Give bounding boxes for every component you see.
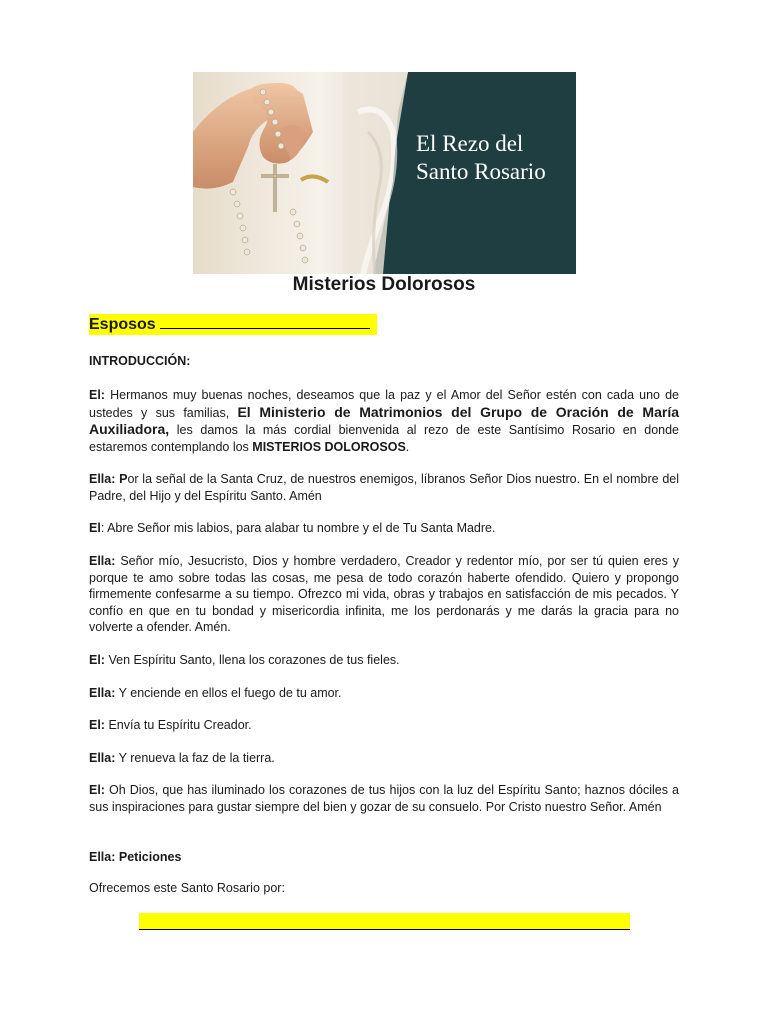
petitions-heading-text: Ella: Peticiones (89, 850, 182, 864)
paragraph-text: Ofrecemos este Santo Rosario por: (89, 881, 285, 895)
paragraph-text: Y enciende en ellos el fuego de tu amor. (118, 686, 342, 700)
paragraph-text: Señor mío, Jesucristo, Dios y hombre verdadero, Creador y redentor mío, por ser tú quien eres y porque te amo sobre todas las cosas, me pesa de todo corazón haberte ofendido. Quiero y propongo firmemente confesarme a su tiempo. Ofrezco mi vida, obras y trabajos en satisfacción de mis pecados. Y confío en que en tu bondad y misericordia infinita, me los perdonarás y me darás la gracia para no volverte a ofender. Amén. (89, 554, 679, 634)
page-title: Misterios Dolorosos (292, 274, 476, 295)
speaker-label: El: (89, 653, 105, 667)
paragraph-7 (89, 717, 679, 734)
petitions-blank-line (139, 913, 630, 930)
paragraph-3 (89, 520, 679, 537)
paragraph-text: Hermanos muy buenas noches, deseamos que la paz y el Amor del Señor estén con cada uno de ustedes y sus familias, (89, 388, 679, 420)
banner-line-1: El Rezo del (416, 131, 524, 156)
speaker-label: Ella: (89, 751, 116, 765)
paragraph-text: Y renueva la faz de la tierra. (118, 751, 275, 765)
ministry-name: El Ministerio de Matrimonios del Grupo de Oración de María Auxiliadora, (89, 403, 679, 437)
speaker-label: Ella: (89, 686, 116, 700)
intro-heading (89, 353, 679, 370)
speaker-label: El: (89, 783, 105, 797)
paragraph-8 (89, 750, 679, 767)
paragraph-6 (89, 685, 679, 702)
banner-line-2: Santo Rosario (416, 159, 546, 184)
mysteries-name: MISTERIOS DOLOROSOS (252, 439, 406, 454)
paragraph-text: Oh Dios, que has iluminado los corazones de tus hijos con la luz del Espíritu Santo; haznos dóciles a sus inspiraciones para gustar siempre del bien y gozar de su consuelo. Por Cristo nuestro Señor. Amén (89, 783, 679, 814)
esposos-blank-line (160, 314, 370, 329)
paragraph-2 (89, 471, 679, 504)
period: . (405, 439, 410, 454)
speaker-label: El: (89, 718, 105, 732)
esposos-label: Esposos (89, 316, 156, 333)
esposos-field (89, 314, 377, 335)
speaker-label: El (89, 521, 101, 535)
intro-heading-text: INTRODUCCIÓN: (89, 354, 191, 368)
paragraph-1 (89, 387, 679, 455)
paragraph-text: Ven Espíritu Santo, llena los corazones de tus fieles. (108, 653, 400, 667)
initial-letter: P (119, 472, 128, 486)
paragraph-text: Envía tu Espíritu Creador. (108, 718, 252, 732)
banner-title (416, 130, 576, 186)
paragraph-5 (89, 652, 679, 669)
paragraph-9 (89, 782, 679, 815)
paragraph-4 (89, 553, 679, 636)
paragraph-offer (89, 880, 679, 897)
paragraph-text: or la señal de la Santa Cruz, de nuestros enemigos, líbranos Señor Dios nuestro. En el nombre del Padre, del Hijo y del Espíritu Santo. Amén (89, 472, 679, 503)
paragraph-text: : Abre Señor mis labios, para alabar tu nombre y el de Tu Santa Madre. (100, 521, 496, 535)
speaker-label: Ella: (89, 554, 116, 568)
speaker-label: El: (89, 388, 105, 402)
banner-image (193, 72, 576, 274)
petitions-heading (89, 849, 679, 866)
paragraph-text: les damos la más cordial bienvenida al rezo de este Santísimo Rosario en donde estaremos contemplando los (89, 423, 679, 454)
speaker-label: Ella: (89, 472, 116, 486)
